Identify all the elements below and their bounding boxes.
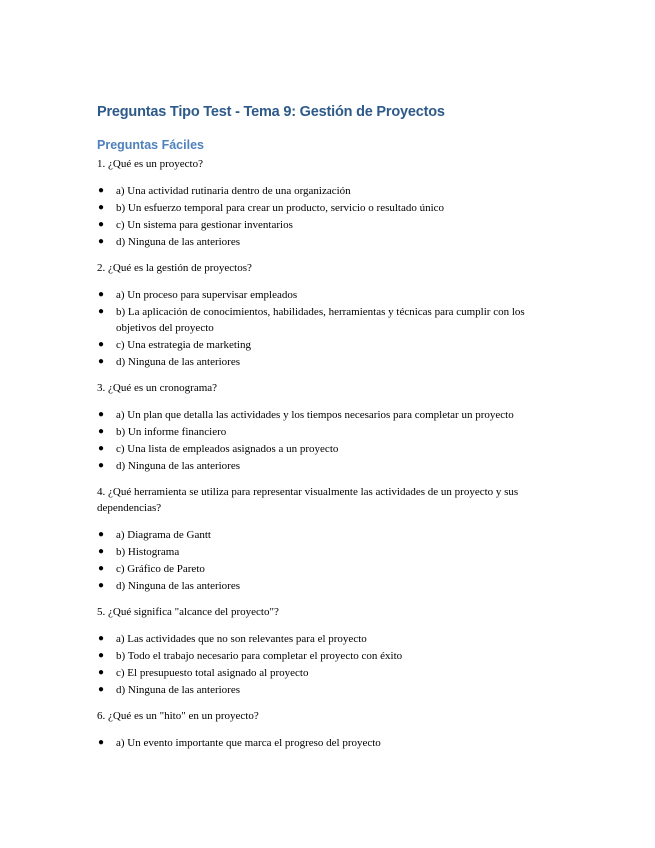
question-block: [97, 604, 567, 698]
answer-option-text: a) Un proceso para supervisar empleados: [116, 289, 298, 301]
answer-option: [97, 287, 567, 303]
answer-option-text: d) Ninguna de las anteriores: [116, 580, 241, 592]
answer-option-text: d) Ninguna de las anteriores: [116, 460, 241, 472]
question-text: 5. ¿Qué significa "alcance del proyecto"?: [97, 606, 279, 618]
answer-options: [97, 527, 567, 594]
answer-option: [97, 527, 567, 543]
question-list: [97, 156, 567, 751]
answer-option-text: c) Gráfico de Pareto: [116, 563, 205, 575]
bullet-dot-icon: ●: [98, 236, 105, 247]
answer-option-text: d) Ninguna de las anteriores: [116, 236, 241, 248]
bullet-dot-icon: ●: [98, 409, 105, 420]
answer-option-text: b) Histograma: [116, 546, 180, 558]
answer-option: [97, 424, 567, 440]
answer-option: [97, 200, 567, 216]
answer-options: [97, 407, 567, 474]
answer-option: [97, 735, 567, 751]
document-page: [97, 102, 567, 761]
bullet-dot-icon: ●: [98, 202, 105, 213]
question-block: [97, 380, 567, 474]
answer-option-text: a) Diagrama de Gantt: [116, 529, 211, 541]
answer-options: [97, 631, 567, 698]
bullet-dot-icon: ●: [98, 460, 105, 471]
bullet-dot-icon: ●: [98, 356, 105, 367]
bullet-dot-icon: ●: [98, 684, 105, 695]
question-text: 4. ¿Qué herramienta se utiliza para representar visualmente las actividades de un proyecto y sus dependencias?: [97, 486, 519, 514]
answer-option-text: c) Un sistema para gestionar inventarios: [116, 219, 293, 231]
bullet-dot-icon: ●: [98, 219, 105, 230]
answer-option: [97, 337, 567, 353]
section-heading: Preguntas Fáciles: [97, 138, 204, 152]
bullet-dot-icon: ●: [98, 580, 105, 591]
question-block: [97, 708, 567, 751]
answer-option: [97, 354, 567, 370]
document-title: Preguntas Tipo Test - Tema 9: Gestión de Proyectos: [97, 104, 445, 120]
answer-options: [97, 183, 567, 250]
answer-option: [97, 665, 567, 681]
bullet-dot-icon: ●: [98, 529, 105, 540]
answer-option-text: c) Una lista de empleados asignados a un proyecto: [116, 443, 339, 455]
answer-option: [97, 648, 567, 664]
answer-option-text: b) Un informe financiero: [116, 426, 227, 438]
answer-option: [97, 458, 567, 474]
answer-option: [97, 217, 567, 233]
bullet-dot-icon: ●: [98, 667, 105, 678]
answer-option-text: c) El presupuesto total asignado al proyecto: [116, 667, 309, 679]
bullet-dot-icon: ●: [98, 443, 105, 454]
bullet-dot-icon: ●: [98, 633, 105, 644]
answer-option: [97, 631, 567, 647]
question-block: [97, 156, 567, 250]
answer-option-text: a) Una actividad rutinaria dentro de una organización: [116, 185, 351, 197]
question-text: 1. ¿Qué es un proyecto?: [97, 158, 203, 170]
answer-option: [97, 578, 567, 594]
bullet-dot-icon: ●: [98, 546, 105, 557]
answer-option: [97, 561, 567, 577]
answer-option-text: a) Un evento importante que marca el progreso del proyecto: [116, 737, 381, 749]
bullet-dot-icon: ●: [98, 650, 105, 661]
answer-option: [97, 441, 567, 457]
answer-option: [97, 304, 567, 336]
answer-option: [97, 407, 567, 423]
answer-option: [97, 234, 567, 250]
bullet-dot-icon: ●: [98, 185, 105, 196]
answer-options: [97, 735, 567, 751]
question-block: [97, 484, 567, 594]
answer-option-text: b) Un esfuerzo temporal para crear un producto, servicio o resultado único: [116, 202, 445, 214]
answer-option-text: c) Una estrategia de marketing: [116, 339, 251, 351]
bullet-dot-icon: ●: [98, 426, 105, 437]
question-text: 6. ¿Qué es un "hito" en un proyecto?: [97, 710, 259, 722]
question-text: 2. ¿Qué es la gestión de proyectos?: [97, 262, 252, 274]
answer-options: [97, 287, 567, 370]
answer-option-text: a) Las actividades que no son relevantes para el proyecto: [116, 633, 367, 645]
answer-option-text: d) Ninguna de las anteriores: [116, 356, 241, 368]
bullet-dot-icon: ●: [98, 563, 105, 574]
bullet-dot-icon: ●: [98, 289, 105, 300]
bullet-dot-icon: ●: [98, 339, 105, 350]
answer-option: [97, 682, 567, 698]
answer-option-text: a) Un plan que detalla las actividades y los tiempos necesarios para completar un proyecto: [116, 409, 514, 421]
bullet-dot-icon: ●: [98, 737, 105, 748]
question-text: 3. ¿Qué es un cronograma?: [97, 382, 218, 394]
answer-option-text: b) Todo el trabajo necesario para completar el proyecto con éxito: [116, 650, 403, 662]
answer-option-text: d) Ninguna de las anteriores: [116, 684, 241, 696]
bullet-dot-icon: ●: [98, 306, 105, 317]
question-block: [97, 260, 567, 370]
answer-option: [97, 544, 567, 560]
answer-option-text: b) La aplicación de conocimientos, habilidades, herramientas y técnicas para cumplir con los objetivos del proyecto: [116, 306, 525, 334]
answer-option: [97, 183, 567, 199]
